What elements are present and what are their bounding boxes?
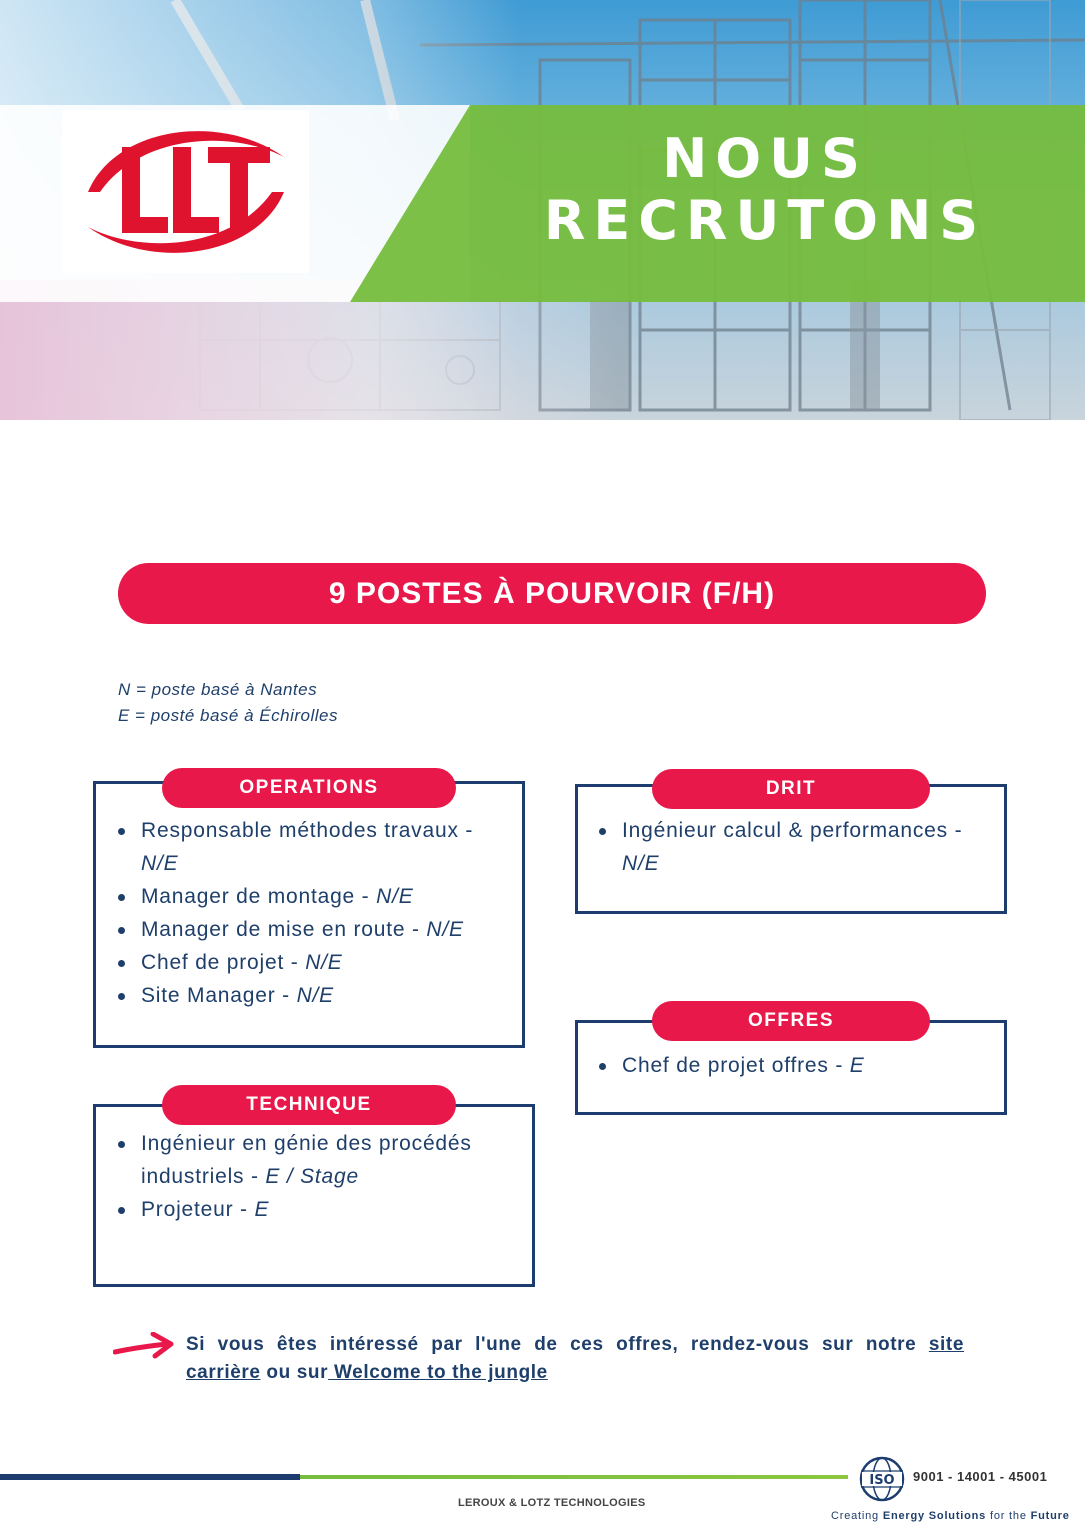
list-item[interactable]: [117, 880, 517, 913]
category-label-operations: OPERATIONS: [162, 768, 456, 808]
job-title: Projeteur -: [141, 1198, 255, 1221]
category-label-drit: DRIT: [652, 769, 930, 809]
company-name: LEROUX & LOTZ TECHNOLOGIES: [458, 1497, 646, 1509]
job-title: Site Manager -: [141, 984, 297, 1007]
category-label-technique: TECHNIQUE: [162, 1085, 456, 1125]
job-location: N/E: [622, 852, 660, 875]
cta-intro: Si vous êtes intéressé par l'une de ces offres, rendez-vous sur notre: [186, 1334, 929, 1355]
positions-count-banner: 9 POSTES À POURVOIR (F/H): [118, 563, 986, 624]
list-item[interactable]: [598, 1049, 998, 1082]
list-item[interactable]: [117, 946, 517, 979]
page-title-line-2: RECRUTONS: [543, 189, 987, 252]
job-title: Manager de mise en route -: [141, 918, 427, 941]
career-site-link[interactable]: site carrière: [186, 1334, 964, 1383]
legend-echirolles: E = posté basé à Échirolles: [118, 706, 338, 725]
job-title: Ingénieur calcul & performances -: [622, 819, 963, 842]
cta-paragraph: [186, 1331, 964, 1387]
list-item[interactable]: [117, 913, 517, 946]
iso-globe-icon: [855, 1456, 909, 1502]
job-title: Chef de projet -: [141, 951, 306, 974]
job-title: Responsable méthodes travaux -: [141, 819, 474, 842]
cta-middle: ou sur: [260, 1362, 329, 1383]
list-item[interactable]: [117, 814, 517, 880]
job-title: Chef de projet offres -: [622, 1054, 850, 1077]
job-location: N/E: [426, 918, 464, 941]
job-title: Ingénieur en génie des procédés industriels -: [141, 1132, 472, 1188]
job-list-operations: [117, 814, 517, 1012]
job-location: E: [849, 1054, 865, 1077]
company-logo: [62, 110, 309, 273]
job-list-drit: [598, 814, 998, 880]
arrow-right-icon: [113, 1332, 175, 1360]
iso-certifications: 9001 - 14001 - 45001: [913, 1469, 1048, 1484]
llt-logo-icon: [70, 117, 302, 267]
iso-label: ISO: [869, 1473, 895, 1488]
category-label-offres: OFFRES: [652, 1001, 930, 1041]
page-title-line-1: NOUS: [662, 127, 868, 190]
job-title: Manager de montage -: [141, 885, 377, 908]
job-location: N/E: [305, 951, 343, 974]
job-location: N/E: [141, 852, 179, 875]
job-location: E / Stage: [265, 1165, 359, 1188]
location-legend: [118, 677, 338, 729]
list-item[interactable]: [117, 1193, 527, 1226]
footer-divider-green: [300, 1475, 848, 1479]
page-title: [520, 128, 1010, 252]
tagline-mid: for the: [986, 1510, 1031, 1522]
tagline-pre: Creating: [831, 1510, 883, 1522]
list-item[interactable]: [117, 1127, 527, 1193]
tagline-bold: Energy Solutions: [882, 1510, 987, 1522]
job-list-offres: [598, 1049, 998, 1082]
job-location: E: [254, 1198, 270, 1221]
legend-nantes: N = poste basé à Nantes: [118, 680, 318, 699]
company-tagline: [831, 1510, 1070, 1522]
tagline-end: Future: [1030, 1510, 1070, 1522]
list-item[interactable]: [598, 814, 998, 880]
list-item[interactable]: [117, 979, 517, 1012]
job-list-technique: [117, 1127, 527, 1226]
footer-divider-blue: [0, 1474, 300, 1480]
job-location: N/E: [296, 984, 334, 1007]
job-location: N/E: [376, 885, 414, 908]
welcome-to-the-jungle-link[interactable]: Welcome to the jungle: [328, 1362, 548, 1383]
